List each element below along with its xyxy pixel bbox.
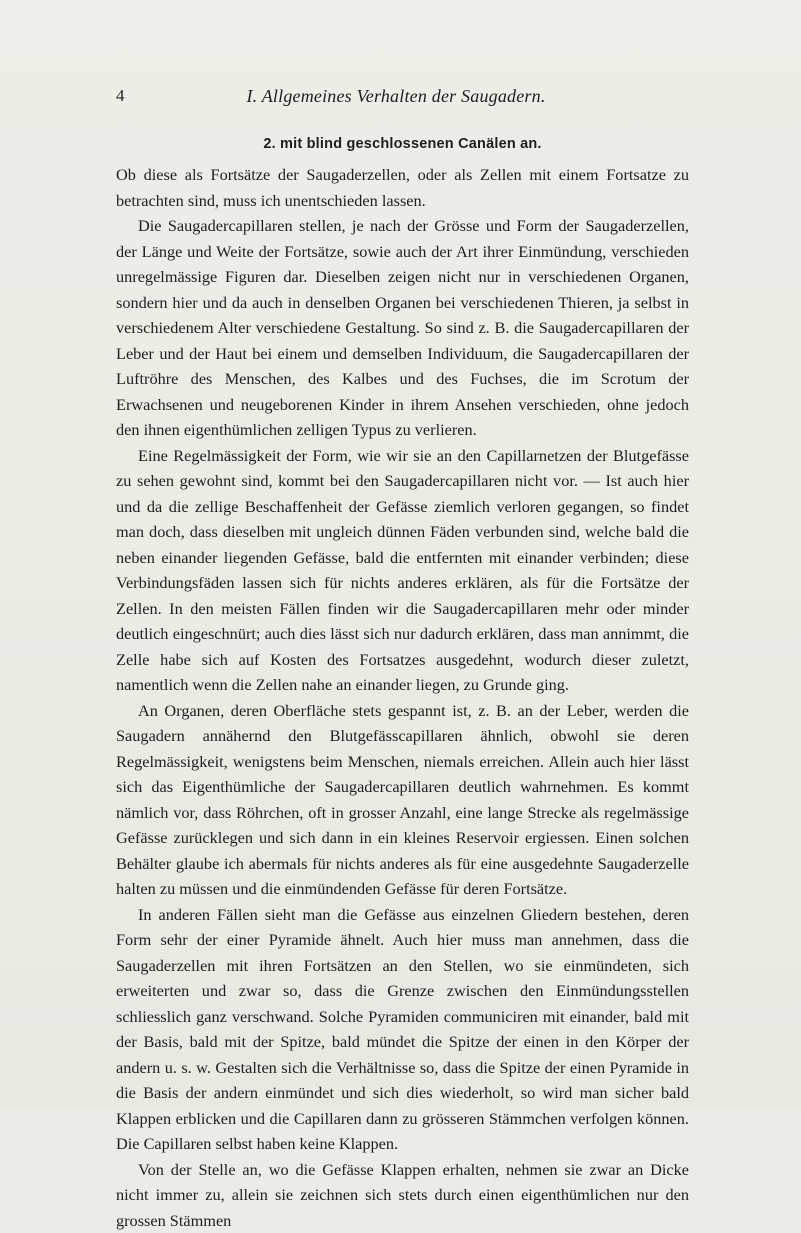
page-number: 4 (116, 86, 125, 106)
paragraph: Die Saugadercapillaren stellen, je nach der Grösse und Form der Saugaderzellen, der Länge und Weite der Fortsätze, sowie auch der Art ihrer Einmündung, verschieden unregelmässige Figuren dar. Dieselben zeigen nicht nur in verschiedenen Organen, sondern hier und da auch in denselben Organen bei verschiedenen Thieren, ja selbst in verschiedenem Alter verschiedene Gestaltung. So sind z. B. die Saugadercapillaren der Leber und der Haut bei einem und demselben Individuum, die Saugadercapillaren der Luftröhre des Menschen, des Kalbes und des Fuchses, die im Scrotum der Erwachsenen und neugeborenen Kinder in ihrem Ansehen verschieden, ohne jedoch den ihnen eigenthümlichen zelligen Typus zu verlieren. (116, 213, 689, 443)
paragraph: In anderen Fällen sieht man die Gefässe aus einzelnen Gliedern bestehen, deren Form sehr der einer Pyramide ähnelt. Auch hier muss man annehmen, dass die Saugaderzellen mit ihren Fortsätzen an den Stellen, wo sie einmündeten, sich erweiterten und zwar so, dass die Grenze zwischen den Einmündungsstellen schliesslich ganz verschwand. Solche Pyramiden communiciren mit einander, bald mit der Basis, bald mit der Spitze, bald mündet die Spitze der einen in den Körper der andern u. s. w. Gestalten sich die Verhältnisse so, dass die Spitze der einen Pyramide in die Basis der andern einmündet und sich dies wiederholt, so wird man sicher bald Klappen erblicken und die Capillaren dann zu grösseren Stämmchen verfolgen können. Die Capillaren selbst haben keine Klappen. (116, 902, 689, 1157)
paragraph: Von der Stelle an, wo die Gefässe Klappen erhalten, nehmen sie zwar an Dicke nicht immer zu, allein sie zeichnen sich stets durch einen eigenthümlichen nur den grossen Stämmen (116, 1157, 689, 1233)
paragraph: Ob diese als Fortsätze der Saugaderzellen, oder als Zellen mit einem Fortsatze zu betrachten sind, muss ich unentschieden lassen. (116, 162, 689, 213)
running-head (116, 86, 676, 108)
paragraph: Eine Regelmässigkeit der Form, wie wir sie an den Capillarnetzen der Blutgefässe zu sehen gewohnt sind, kommt bei den Saugadercapillaren nicht vor. — Ist auch hier und da die zellige Beschaffenheit der Gefässe ziemlich verloren gegangen, so findet man doch, dass dieselben mit ungleich dünnen Fäden verbunden sind, welche bald die neben einander liegenden Gefässe, bald die entfernten mit einander verbinden; diese Verbindungsfäden lassen sich für nichts anderes erklären, als für die Fortsätze der Zellen. In den meisten Fällen finden wir die Saugadercapillaren mehr oder minder deutlich eingeschnürt; auch dies lässt sich nur dadurch erklären, dass man annimmt, die Zelle habe sich auf Kosten des Fortsatzes ausgedehnt, wodurch dieser zuletzt, namentlich wenn die Zellen nahe an einander liegen, zu Grunde ging. (116, 443, 689, 698)
body-text (116, 162, 689, 1233)
paragraph: An Organen, deren Oberfläche stets gespannt ist, z. B. an der Leber, werden die Saugadern annähernd den Blutgefässcapillaren ähnlich, obwohl sie deren Regelmässigkeit, wenigstens beim Menschen, niemals erreichen. Allein auch hier lässt sich das Eigenthümliche der Saugadercapillaren deutlich wahrnehmen. Es kommt nämlich vor, dass Röhrchen, oft in grosser Anzahl, eine lange Strecke als regelmässige Gefässe zurücklegen und sich dann in ein kleines Reservoir ergiessen. Einen solchen Behälter glaube ich abermals für nichts anderes als für eine ausgedehnte Saugaderzelle halten zu müssen und die einmündenden Gefässe für deren Fortsätze. (116, 698, 689, 902)
section-heading: 2. mit blind geschlossenen Canälen an. (116, 136, 689, 152)
running-title: I. Allgemeines Verhalten der Saugadern. (116, 86, 676, 107)
